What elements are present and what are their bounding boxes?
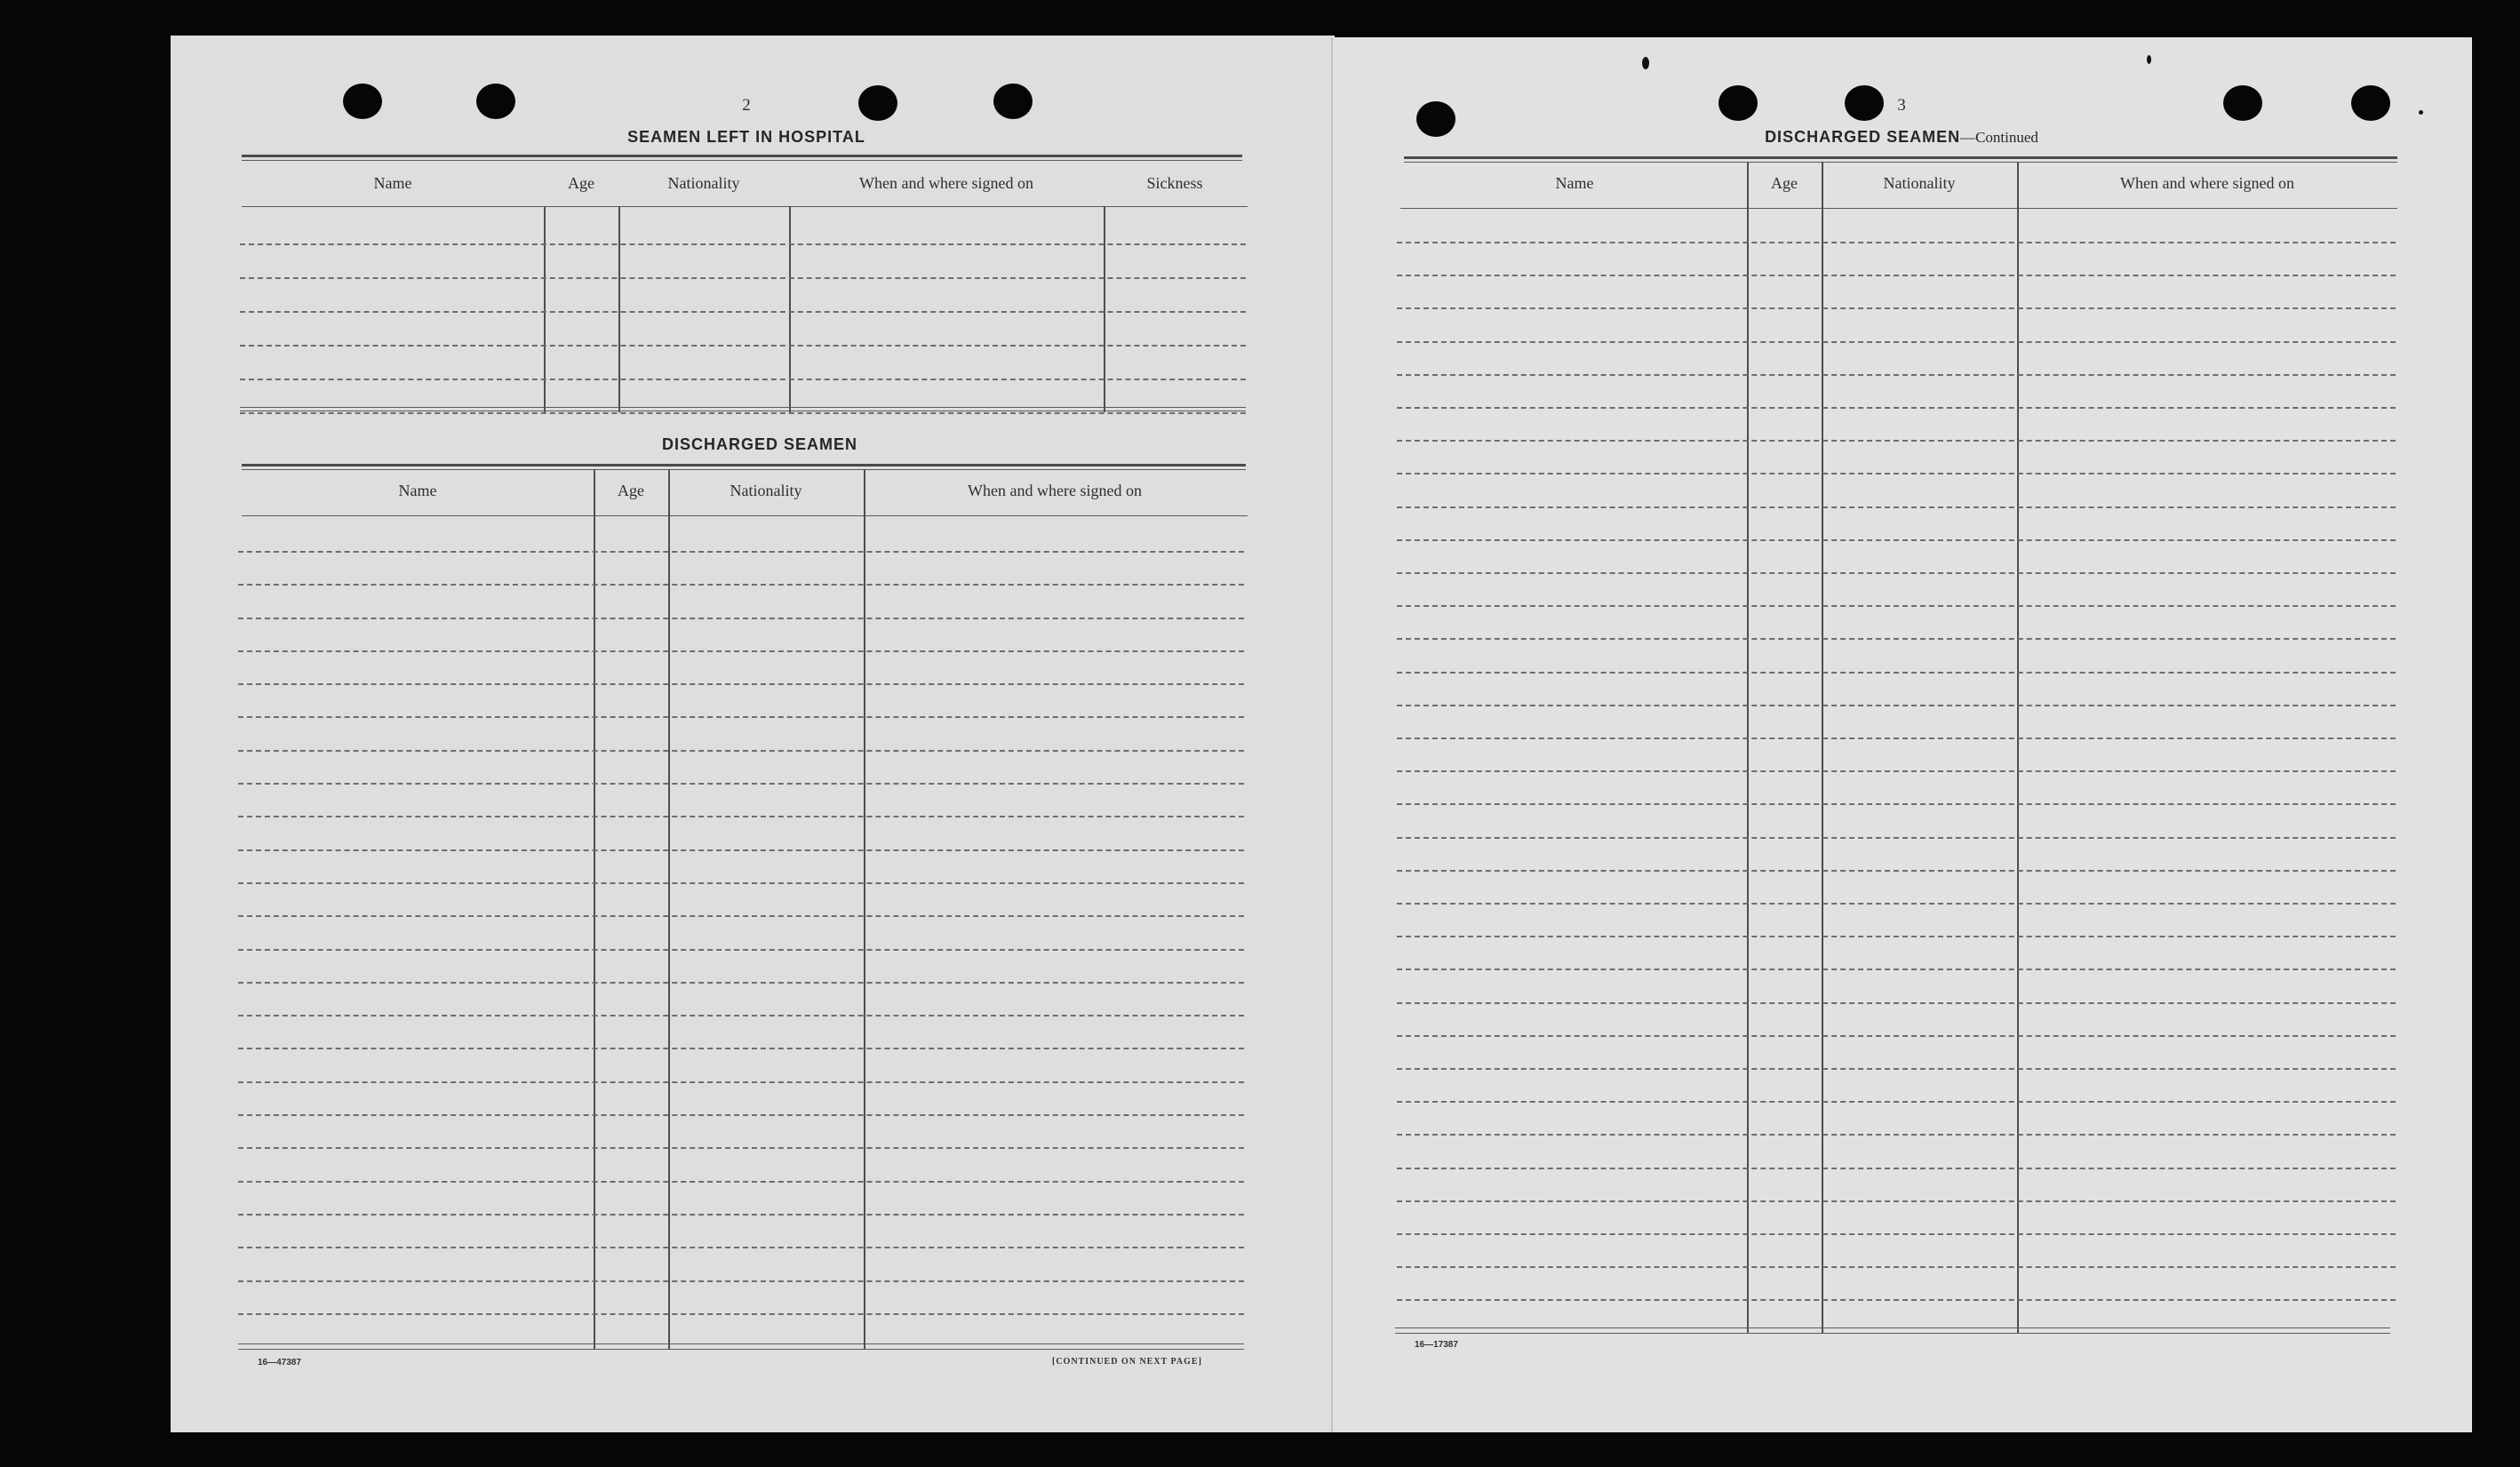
ink-speck [2419, 110, 2423, 115]
ink-speck [1642, 57, 1649, 69]
table-row-line [238, 1147, 1244, 1149]
table-row-line [1397, 1002, 2396, 1004]
page-fold [1331, 37, 1333, 1432]
table-top-rule [242, 155, 1242, 157]
table-row-line [1397, 737, 2396, 739]
column-header: Age [568, 174, 594, 192]
table-row-line [240, 345, 1246, 347]
column-header: Age [618, 482, 644, 499]
table-row-line [238, 1247, 1244, 1248]
table-row-line [1397, 1299, 2396, 1301]
table-row-line [1397, 903, 2396, 905]
table-row-line [240, 379, 1246, 380]
table-row-line [1397, 969, 2396, 970]
table-row-line [238, 1280, 1244, 1282]
table-row-line [1397, 341, 2396, 343]
table-row-line [1397, 936, 2396, 937]
table-top-rule [1404, 156, 2397, 159]
table-row-line [1397, 1200, 2396, 1202]
punch-hole [1719, 85, 1758, 121]
column-divider [1822, 162, 1823, 1333]
form-number: 16—47387 [258, 1358, 301, 1367]
hospital-section-title: SEAMEN LEFT IN HOSPITAL [627, 128, 865, 146]
table-row-line [1397, 1101, 2396, 1103]
column-divider [668, 469, 670, 1349]
table-top-rule [1404, 162, 2397, 163]
page-number: 2 [742, 96, 751, 115]
table-row-line [1397, 1134, 2396, 1136]
header-bottom-rule [242, 515, 1248, 516]
table-row-line [238, 750, 1244, 752]
table-top-rule [242, 160, 1242, 161]
table-row-line [240, 277, 1246, 279]
punch-hole [1845, 85, 1884, 121]
punch-hole [858, 85, 897, 121]
column-divider [594, 469, 595, 1349]
column-divider [1747, 162, 1749, 1333]
punch-hole [993, 84, 1033, 119]
table-row-line [1397, 374, 2396, 376]
header-bottom-rule [1400, 208, 2397, 209]
column-header: When and where signed on [2120, 174, 2294, 192]
punch-hole [476, 84, 515, 119]
table-row-line [1397, 506, 2396, 508]
table-row-line [240, 412, 1246, 414]
table-row-line [238, 716, 1244, 718]
table-row-line [1397, 1168, 2396, 1169]
column-divider [618, 206, 620, 412]
table-bottom-rule [238, 1343, 1244, 1344]
column-header: Name [398, 482, 437, 499]
table-row-line [1397, 638, 2396, 640]
table-row-line [238, 650, 1244, 652]
table-row-line [1397, 473, 2396, 474]
table-row-line [240, 311, 1246, 313]
table-bottom-rule [238, 1349, 1244, 1350]
column-header: When and where signed on [968, 482, 1142, 499]
table-row-line [238, 1114, 1244, 1116]
table-row-line [1397, 572, 2396, 574]
table-row-line [1397, 705, 2396, 706]
column-header: When and where signed on [859, 174, 1033, 192]
table-top-rule [242, 469, 1246, 470]
table-row-line [1397, 1035, 2396, 1037]
column-divider [864, 469, 865, 1349]
table-row-line [238, 584, 1244, 586]
table-row-line [238, 949, 1244, 951]
table-row-line [238, 816, 1244, 817]
table-row-line [238, 882, 1244, 884]
table-row-line [238, 683, 1244, 685]
form-number: 16—17387 [1415, 1340, 1458, 1350]
table-row-line [1397, 307, 2396, 309]
table-row-line [238, 551, 1244, 553]
header-bottom-rule [242, 206, 1248, 207]
column-header: Name [1555, 174, 1594, 192]
table-row-line [1397, 1068, 2396, 1070]
table-row-line [238, 982, 1244, 984]
table-row-line [238, 1313, 1244, 1315]
table-row-line [1397, 242, 2396, 243]
table-row-line [1397, 803, 2396, 805]
column-divider [789, 206, 791, 412]
table-row-line [238, 1048, 1244, 1049]
table-row-line [238, 618, 1244, 619]
punch-hole [2351, 85, 2390, 121]
table-top-rule [242, 464, 1246, 466]
table-row-line [238, 1015, 1244, 1017]
punch-hole [343, 84, 382, 119]
table-row-line [1397, 837, 2396, 839]
ink-speck [2147, 55, 2151, 64]
table-row-line [1397, 407, 2396, 409]
discharged-section-title: DISCHARGED SEAMEN [661, 435, 858, 453]
column-divider [544, 206, 546, 412]
column-divider [1104, 206, 1105, 412]
table-row-line [1397, 672, 2396, 674]
table-row-line [240, 243, 1246, 245]
discharged-continued-title: DISCHARGED SEAMEN—Continued [1765, 128, 2038, 146]
column-header: Nationality [1883, 174, 1956, 192]
table-row-line [1397, 770, 2396, 772]
column-header: Age [1771, 174, 1798, 192]
table-row-line [238, 1181, 1244, 1183]
table-row-line [1397, 1266, 2396, 1268]
continued-note: [CONTINUED ON NEXT PAGE] [1052, 1357, 1202, 1367]
table-row-line [238, 1081, 1244, 1083]
page-number: 3 [1897, 96, 1906, 115]
right-page [1331, 37, 2472, 1432]
table-bottom-rule [1395, 1327, 2390, 1328]
column-header: Nationality [667, 174, 740, 192]
column-divider [2017, 162, 2019, 1333]
table-row-line [1397, 605, 2396, 607]
punch-hole [2223, 85, 2262, 121]
table-bottom-rule [1395, 1333, 2390, 1334]
punch-hole [1416, 101, 1455, 137]
column-header: Nationality [730, 482, 802, 499]
table-row-line [238, 783, 1244, 785]
table-row-line [238, 849, 1244, 851]
table-row-line [238, 915, 1244, 917]
table-row-line [1397, 440, 2396, 442]
table-row-line [1397, 275, 2396, 276]
column-header: Sickness [1146, 174, 1203, 192]
table-row-line [1397, 539, 2396, 541]
table-bottom-rule [240, 407, 1246, 408]
table-row-line [238, 1214, 1244, 1216]
table-row-line [1397, 870, 2396, 872]
table-row-line [1397, 1233, 2396, 1235]
column-header: Name [373, 174, 412, 192]
